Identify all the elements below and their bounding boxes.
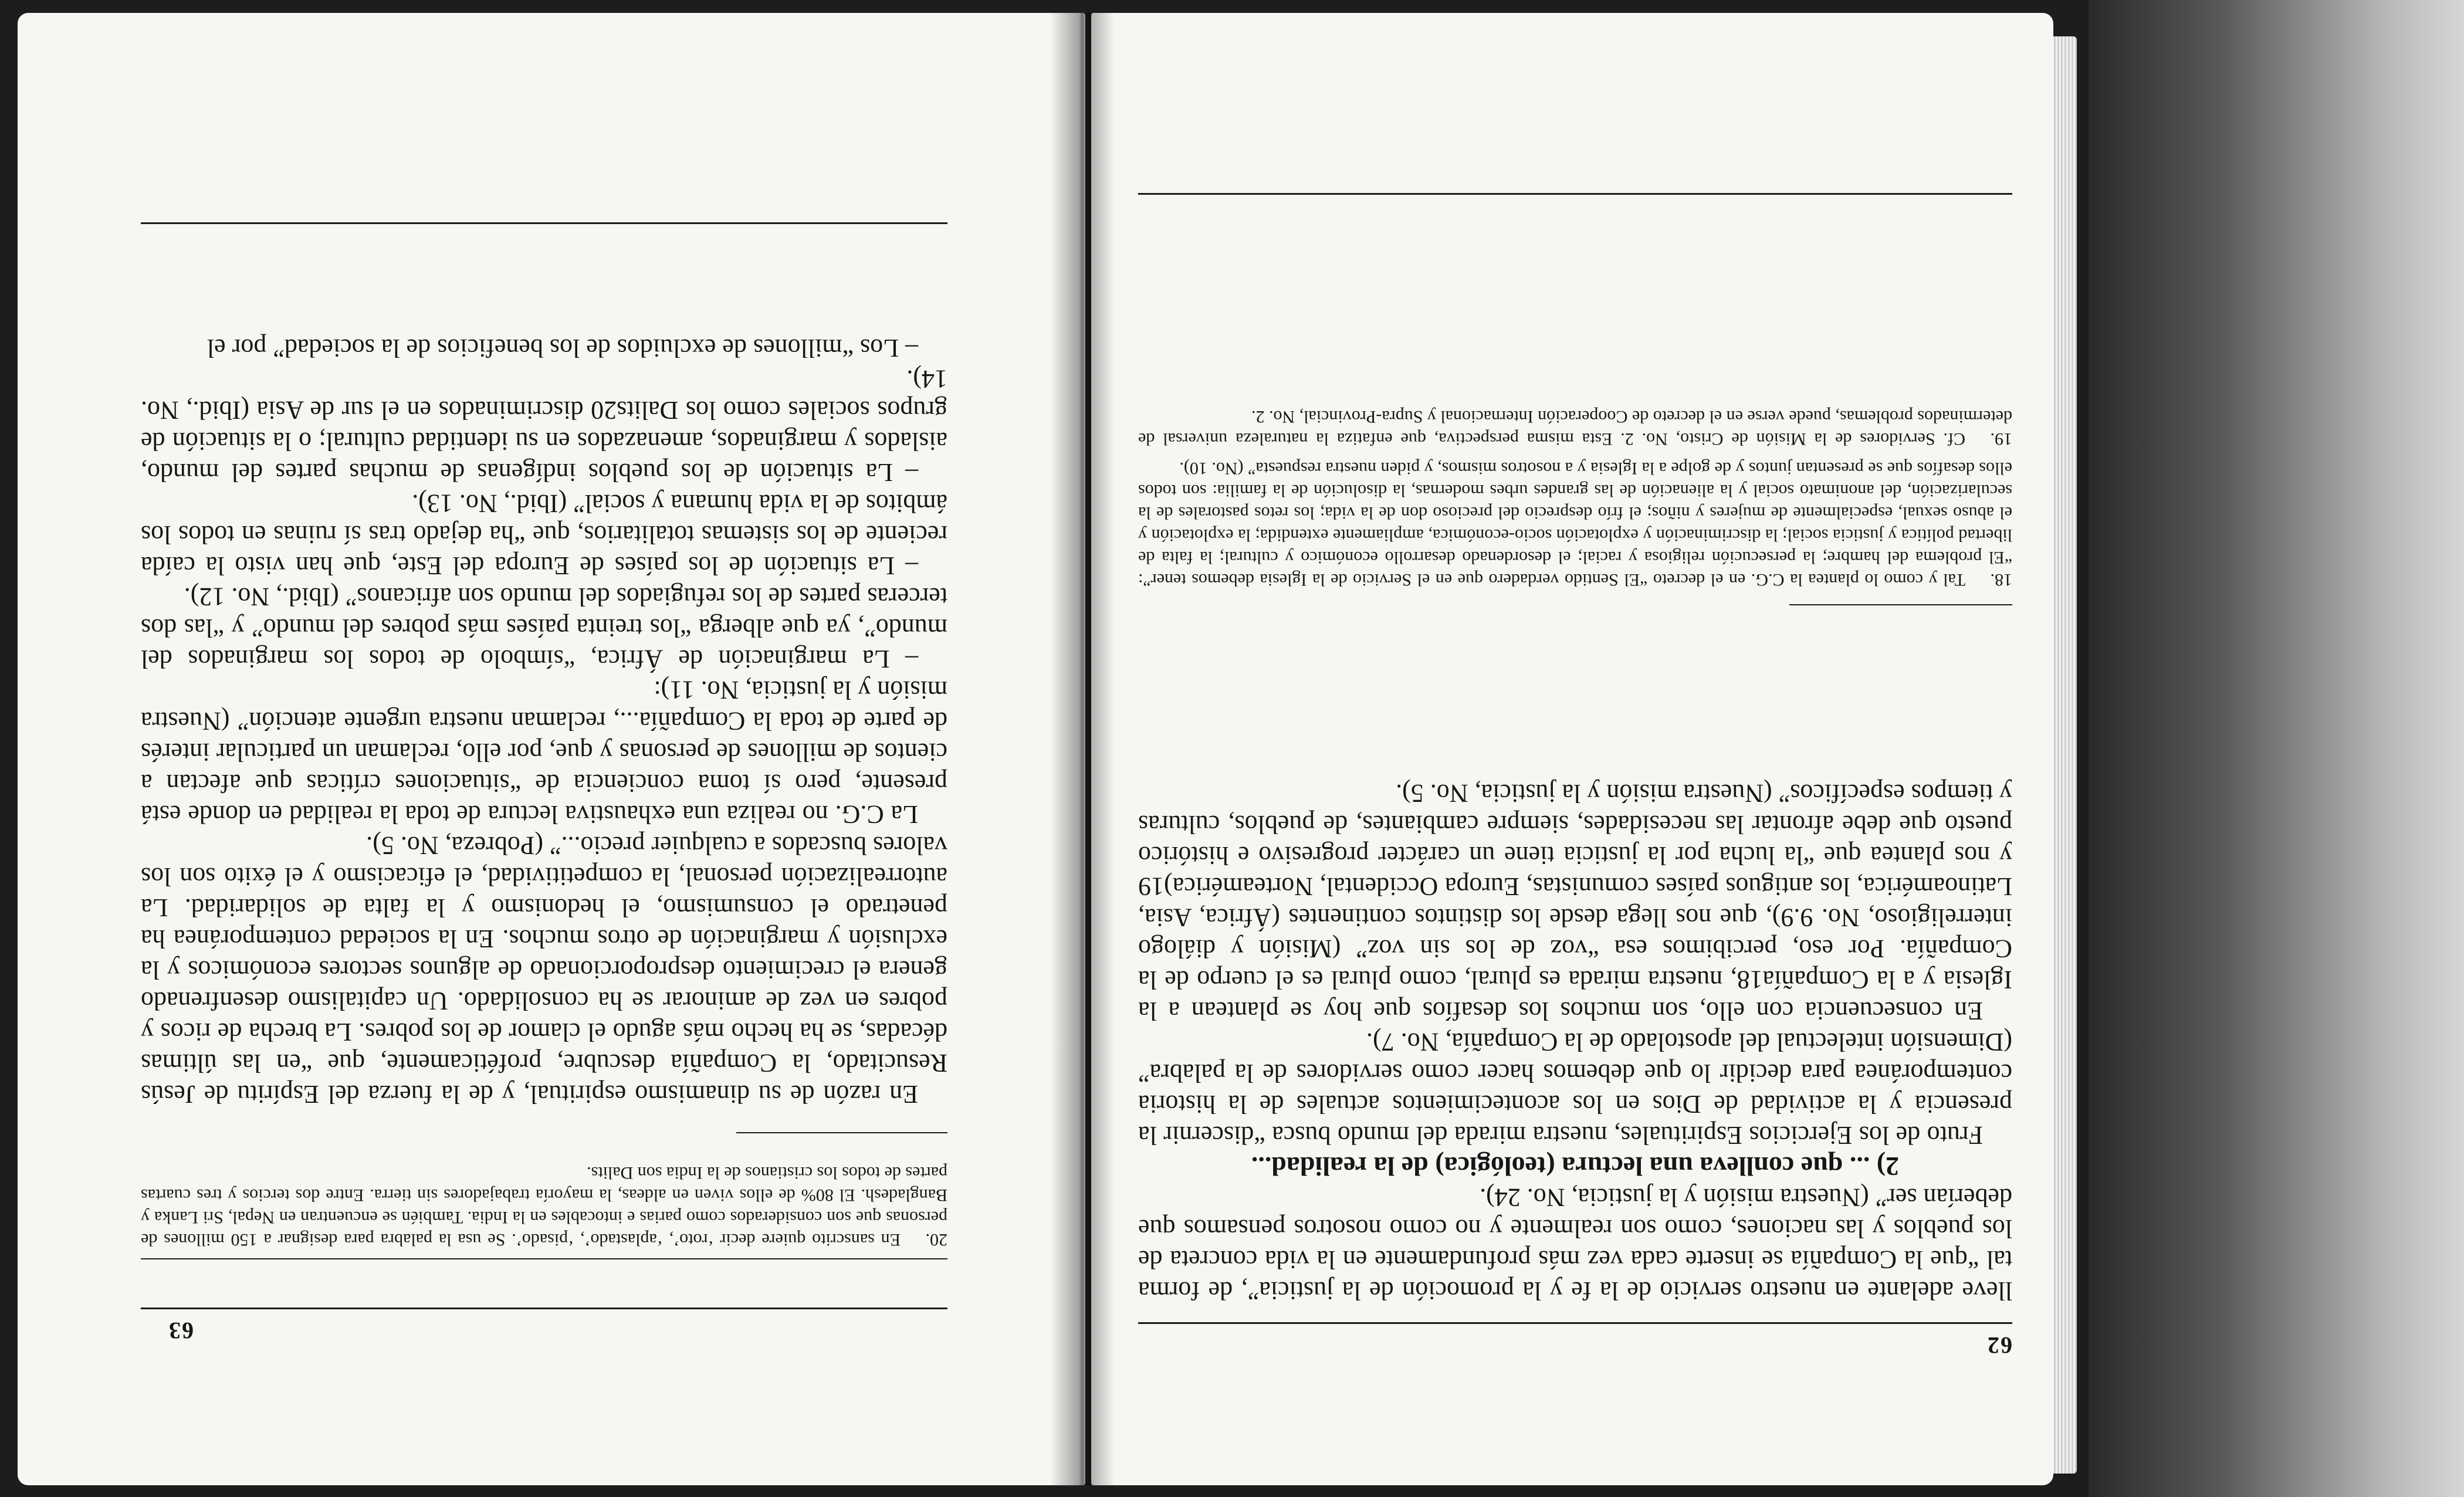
paragraph: En consecuencia con ello, son muchos los desafíos que hoy se plantean a la Iglesia y a la Compañía18, nuestra mirada es plural, como plural es el cuerpo de la Compañía. Por eso, percibimos esa “voz de los sin voz” (Misión y diálogo interreligioso, No. 9.9), que nos llega desde los distintos continentes (África, Asia, Latinoamérica, los antiguos países comunistas, Europa Occidental, Norteamérica)19 y nos plantea que “la lucha por la justicia tiene un carácter progresivo e histórico puesto que debe afrontar las necesidades, siempre cambiantes, de pueblos, culturas y tiempos específicos” (Nuestra misión y la justicia, No. 5).	[1138, 779, 2012, 1025]
footnote-rule	[1789, 604, 2012, 605]
page-number: 63	[168, 1318, 194, 1344]
paragraph: Fruto de los Ejercicios Espirituales, nuestra mirada del mundo busca “discernir la presencia y la actividad de Dios en los acontecimientos actuales de la historia contemporánea para decidir lo que debemos hacer como servidores de la palabra” (Dimensión intelectual del apostolado de la Compañía, No. 7).	[1138, 1028, 2012, 1150]
footnote	[1138, 457, 2012, 591]
footnote-rule	[736, 1132, 947, 1133]
page-number: 62	[1986, 1332, 2012, 1359]
footnote	[1138, 405, 2012, 450]
footnote-number: 19.	[1990, 429, 2012, 449]
header-rule	[1138, 1322, 2012, 1324]
page-63	[18, 13, 1085, 1485]
list-item: – La situación de los pueblos indígenas de muchas partes del mundo, aislados y marginados, amenazados en su identidad cultural; o la situación de grupos sociales como los Dalits20 discriminados en el sur de Asia (Ibid., No. 14).	[141, 365, 947, 487]
list-item: – La marginación de África, “símbolo de todos los marginados del mundo”, ya que alberga “los treinta países más pobres del mundo” y “las dos terceras partes de los refugiados del mundo son africanos” (Ibid., No. 12).	[141, 582, 947, 673]
footnote-text: Tal y como lo plantea la C.G. en el decreto “El Sentido verdadero que en el Servicio de la Iglesia debemos tener”: “El problema del hambre; la persecución religiosa y racial; el desordenado desarrollo económico y cultural; la falta de libertad política y justicia social; la discriminación y explotación socio-económica, ampliamente extendida; la explotación y el abuso sexual, especialmente de mujeres y niños; el frío desprecio del precioso don de la vida; los retos pastorales de la secularización, del anonimato social y la alienación de las grandes urbes modernas, la disolución de la familia: son todos ellos desafíos que se presentan juntos y de golpe a la Iglesia y a nosotros mismos, y piden nuestra respuesta” (No. 10).	[1138, 459, 2012, 590]
section-heading: 2) ... que conlleva una lectura (teológica) de la realidad...	[1251, 1151, 1900, 1181]
bottom-rule	[1138, 193, 2012, 195]
main-text	[1138, 778, 2012, 1306]
gutter-shadow	[1050, 13, 1115, 1485]
list-item: – La situación de los países de Europa del Este, que han visto la caída reciente de los sistemas totalitarios, que “ha dejado tras sí ruinas en todos los ámbitos de la vida humana y social” (Ibid., No. 13).	[141, 489, 947, 580]
paragraph: En razón de su dinamismo espiritual, y de la fuerza del Espíritu de Jesús Resucitado, la Compañía descubre, proféticamente, que “en las últimas décadas, se ha hecho más agudo el clamor de los pobres. La brecha de ricos y pobres en vez de aminorar se ha consolidado. Un capitalismo desenfrenado genera el crecimiento desproporcionado de algunos sectores económicos y la exclusión y marginación de otros muchos. En la sociedad contemporánea ha penetrado el consumismo, el hedonismo y la falta de solidaridad. La autorrealización personal, la competitividad, el eficacismo y el éxito son los valores buscados a cualquier precio...” (Pobreza, No. 5).	[141, 831, 947, 1109]
footnote-number: 18.	[1990, 570, 2012, 590]
footnotes	[1138, 398, 2012, 591]
footnote-number: 20.	[925, 1230, 947, 1249]
main-text	[141, 333, 947, 1110]
footnote-text: Cf. Servidores de la Misión de Cristo, No. 2. Esta misma perspectiva, que enfatiza la naturaleza universal de determinados problemas, puede verse en el decreto de Cooperación Internacional y Supra-Provincial, No. 2.	[1138, 407, 2012, 449]
footnote-text: En sanscrito quiere decir ‘roto’, ‘aplastado’, ‘pisado’. Se usa la palabra para designar a 150 millones de personas que son considerados como parias e intocables en la India. También se encuentran en Nepal, Sri Lanka y Bangladesh. El 80% de ellos viven en aldeas, la mayoría trabajadores sin tierra. Entre dos tercios y tres cuartas partes de todos los cristianos de la India son Dalits.	[141, 1163, 947, 1249]
page-62	[1091, 13, 2053, 1485]
paragraph: lleve adelante en nuestro servicio de la fe y la promoción de la justicia”, de forma tal “que la Compañía se inserte cada vez más profundamente en la vida concreta de los pueblos y las naciones, como son realmente y no como nosotros pensamos que deberían ser” (Nuestra misión y la justicia, No. 24).	[1138, 1183, 2012, 1305]
list-item: – Los “millones de excluidos de los beneficios de la sociedad” por el	[207, 334, 918, 363]
footnotes	[141, 1154, 947, 1251]
footnote	[141, 1161, 947, 1251]
bottom-rule	[141, 222, 947, 224]
paragraph: La C.G. no realiza una exhaustiva lectura de toda la realidad en donde está presente, pero sí toma conciencia de “situaciones críticas que afectan a cientos de millones de personas y que, por ello, reclaman un particular interés de parte de toda la Compañía..., reclaman nuestra urgente atención” (Nuestra misión y la justicia, No. 11):	[141, 676, 947, 829]
top-rule	[141, 1258, 947, 1259]
header-rule	[141, 1308, 947, 1309]
